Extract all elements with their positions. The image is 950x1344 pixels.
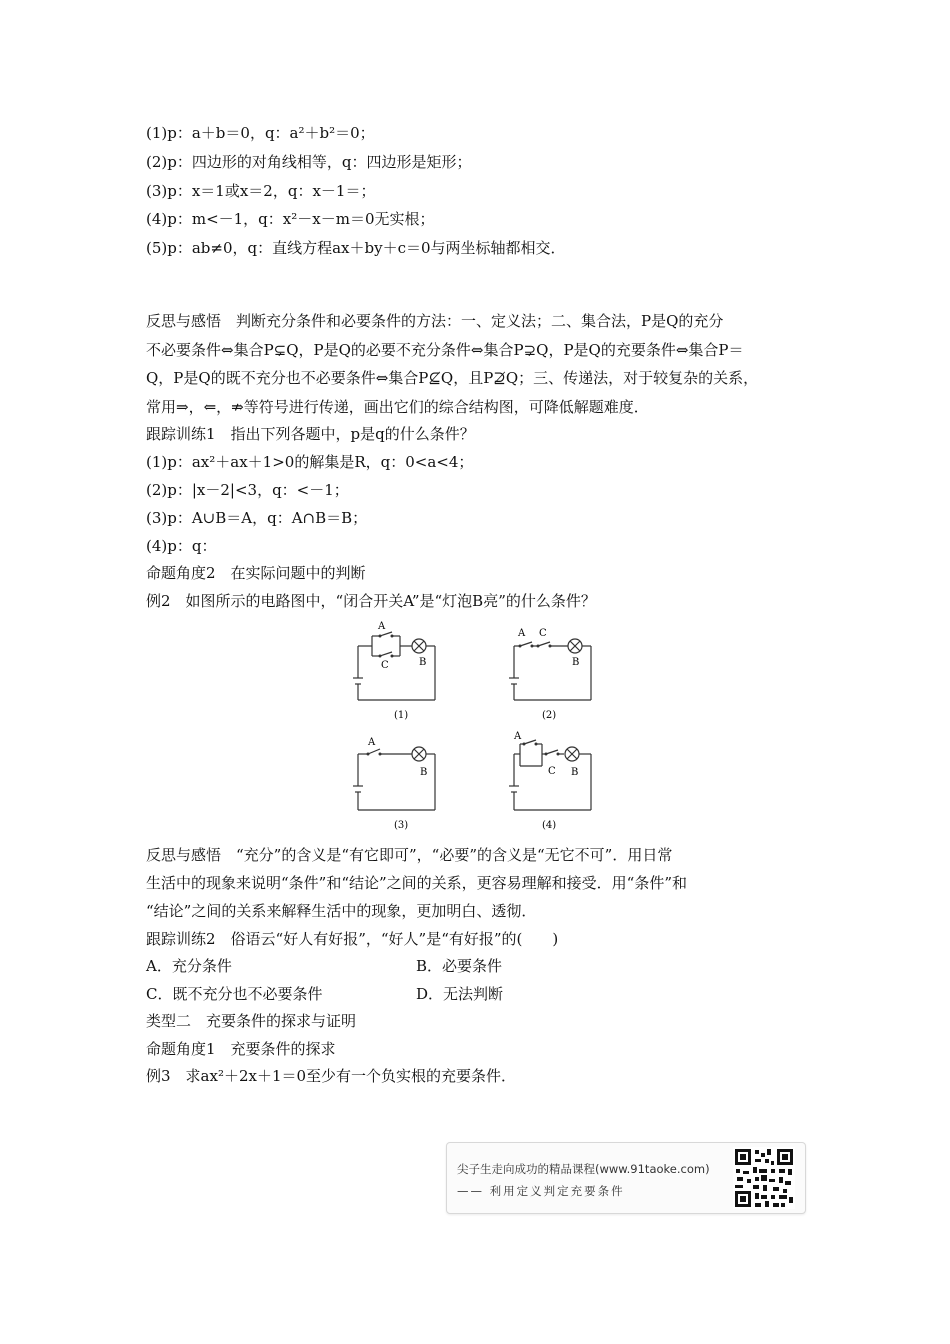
practice-1-item-2: (2)p：|x－2|<3，q：<－1； <box>146 481 349 499</box>
problem-1: (1)p：a＋b＝0，q：a²＋b²＝0； <box>146 124 375 142</box>
practice-2-title: 跟踪训练2 俗语云“好人有好报”，“好人”是“有好报”的( ) <box>146 930 559 948</box>
option-d: D．无法判断 <box>416 985 504 1003</box>
section-type-2: 类型二 充要条件的探求与证明 <box>146 1012 357 1030</box>
reflection-1-line-2: 不必要条件⇔集合P⊊Q，P是Q的必要不充分条件⇔集合P⊋Q，P是Q的充要条件⇔集合P＝ <box>146 341 744 359</box>
circuit-figure-1 <box>350 618 460 723</box>
option-b: B．必要条件 <box>416 957 503 975</box>
promo-subtitle: —— 利用定义判定充要条件 <box>457 1184 625 1198</box>
practice-1-title: 跟踪训练1 指出下列各题中，p是q的什么条件？ <box>146 425 475 443</box>
label-a: A <box>378 621 386 632</box>
section-angle-1: 命题角度1 充要条件的探求 <box>146 1040 336 1058</box>
example-3: 例3 求ax²＋2x＋1＝0至少有一个负实根的充要条件． <box>146 1067 517 1085</box>
problem-3: (3)p：x＝1或x＝2，q：x－1＝； <box>146 182 376 200</box>
reflection-1-line-3: Q，P是Q的既不充分也不必要条件⇔集合P⊈Q，且P⊉Q；三、传递法，对于较复杂的关系， <box>146 369 759 387</box>
label-c: C <box>548 766 556 777</box>
reflection-1-line-1: 反思与感悟 判断充分条件和必要条件的方法：一、定义法；二、集合法，P是Q的充分 <box>146 312 724 330</box>
qr-code-icon[interactable] <box>733 1147 795 1209</box>
promo-banner[interactable] <box>446 1142 806 1214</box>
promo-title: 尖子生走向成功的精品课程(www.91taoke.com) <box>457 1162 710 1176</box>
option-c: C．既不充分也不必要条件 <box>146 985 323 1003</box>
label-a: A <box>514 731 522 742</box>
circuit-figure-2 <box>506 618 616 723</box>
practice-1-item-1: (1)p：ax²＋ax＋1>0的解集是R，q：0<a<4； <box>146 453 474 471</box>
practice-1-item-4: (4)p：q： <box>146 537 217 555</box>
caption-4: (4) <box>542 820 557 831</box>
reflection-2-line-3: “结论”之间的关系来解释生活中的现象，更加明白、透彻． <box>146 902 537 920</box>
caption-2: (2) <box>542 710 557 721</box>
label-c: C <box>539 628 547 639</box>
section-angle-2: 命题角度2 在实际问题中的判断 <box>146 564 366 582</box>
caption-3: (3) <box>394 820 409 831</box>
example-2: 例2 如图所示的电路图中，“闭合开关A”是“灯泡B亮”的什么条件？ <box>146 592 596 610</box>
label-a: A <box>368 737 376 748</box>
reflection-1-line-4: 常用⇒，⇐，⇏等符号进行传递，画出它们的综合结构图，可降低解题难度． <box>146 398 649 416</box>
reflection-2-line-2: 生活中的现象来说明“条件”和“结论”之间的关系，更容易理解和接受．用“条件”和 <box>146 874 688 892</box>
label-b: B <box>420 767 428 778</box>
label-c: C <box>381 660 389 671</box>
problem-5: (5)p：ab≠0，q：直线方程ax＋by＋c＝0与两坐标轴都相交． <box>146 239 566 257</box>
circuit-figure-4 <box>506 730 616 835</box>
practice-1-item-3: (3)p：A∪B＝A，q：A∩B＝B； <box>146 509 368 527</box>
caption-1: (1) <box>394 710 409 721</box>
label-b: B <box>571 767 579 778</box>
label-b: B <box>572 657 580 668</box>
label-b: B <box>419 657 427 668</box>
problem-2: (2)p：四边形的对角线相等，q：四边形是矩形； <box>146 153 472 171</box>
problem-4: (4)p：m<－1，q：x²－x－m＝0无实根； <box>146 210 435 228</box>
option-a: A．充分条件 <box>146 957 232 975</box>
reflection-2-line-1: 反思与感悟 “充分”的含义是“有它即可”，“必要”的含义是“无它不可”．用日常 <box>146 846 673 864</box>
label-a: A <box>518 628 526 639</box>
circuit-figure-3 <box>350 730 460 835</box>
